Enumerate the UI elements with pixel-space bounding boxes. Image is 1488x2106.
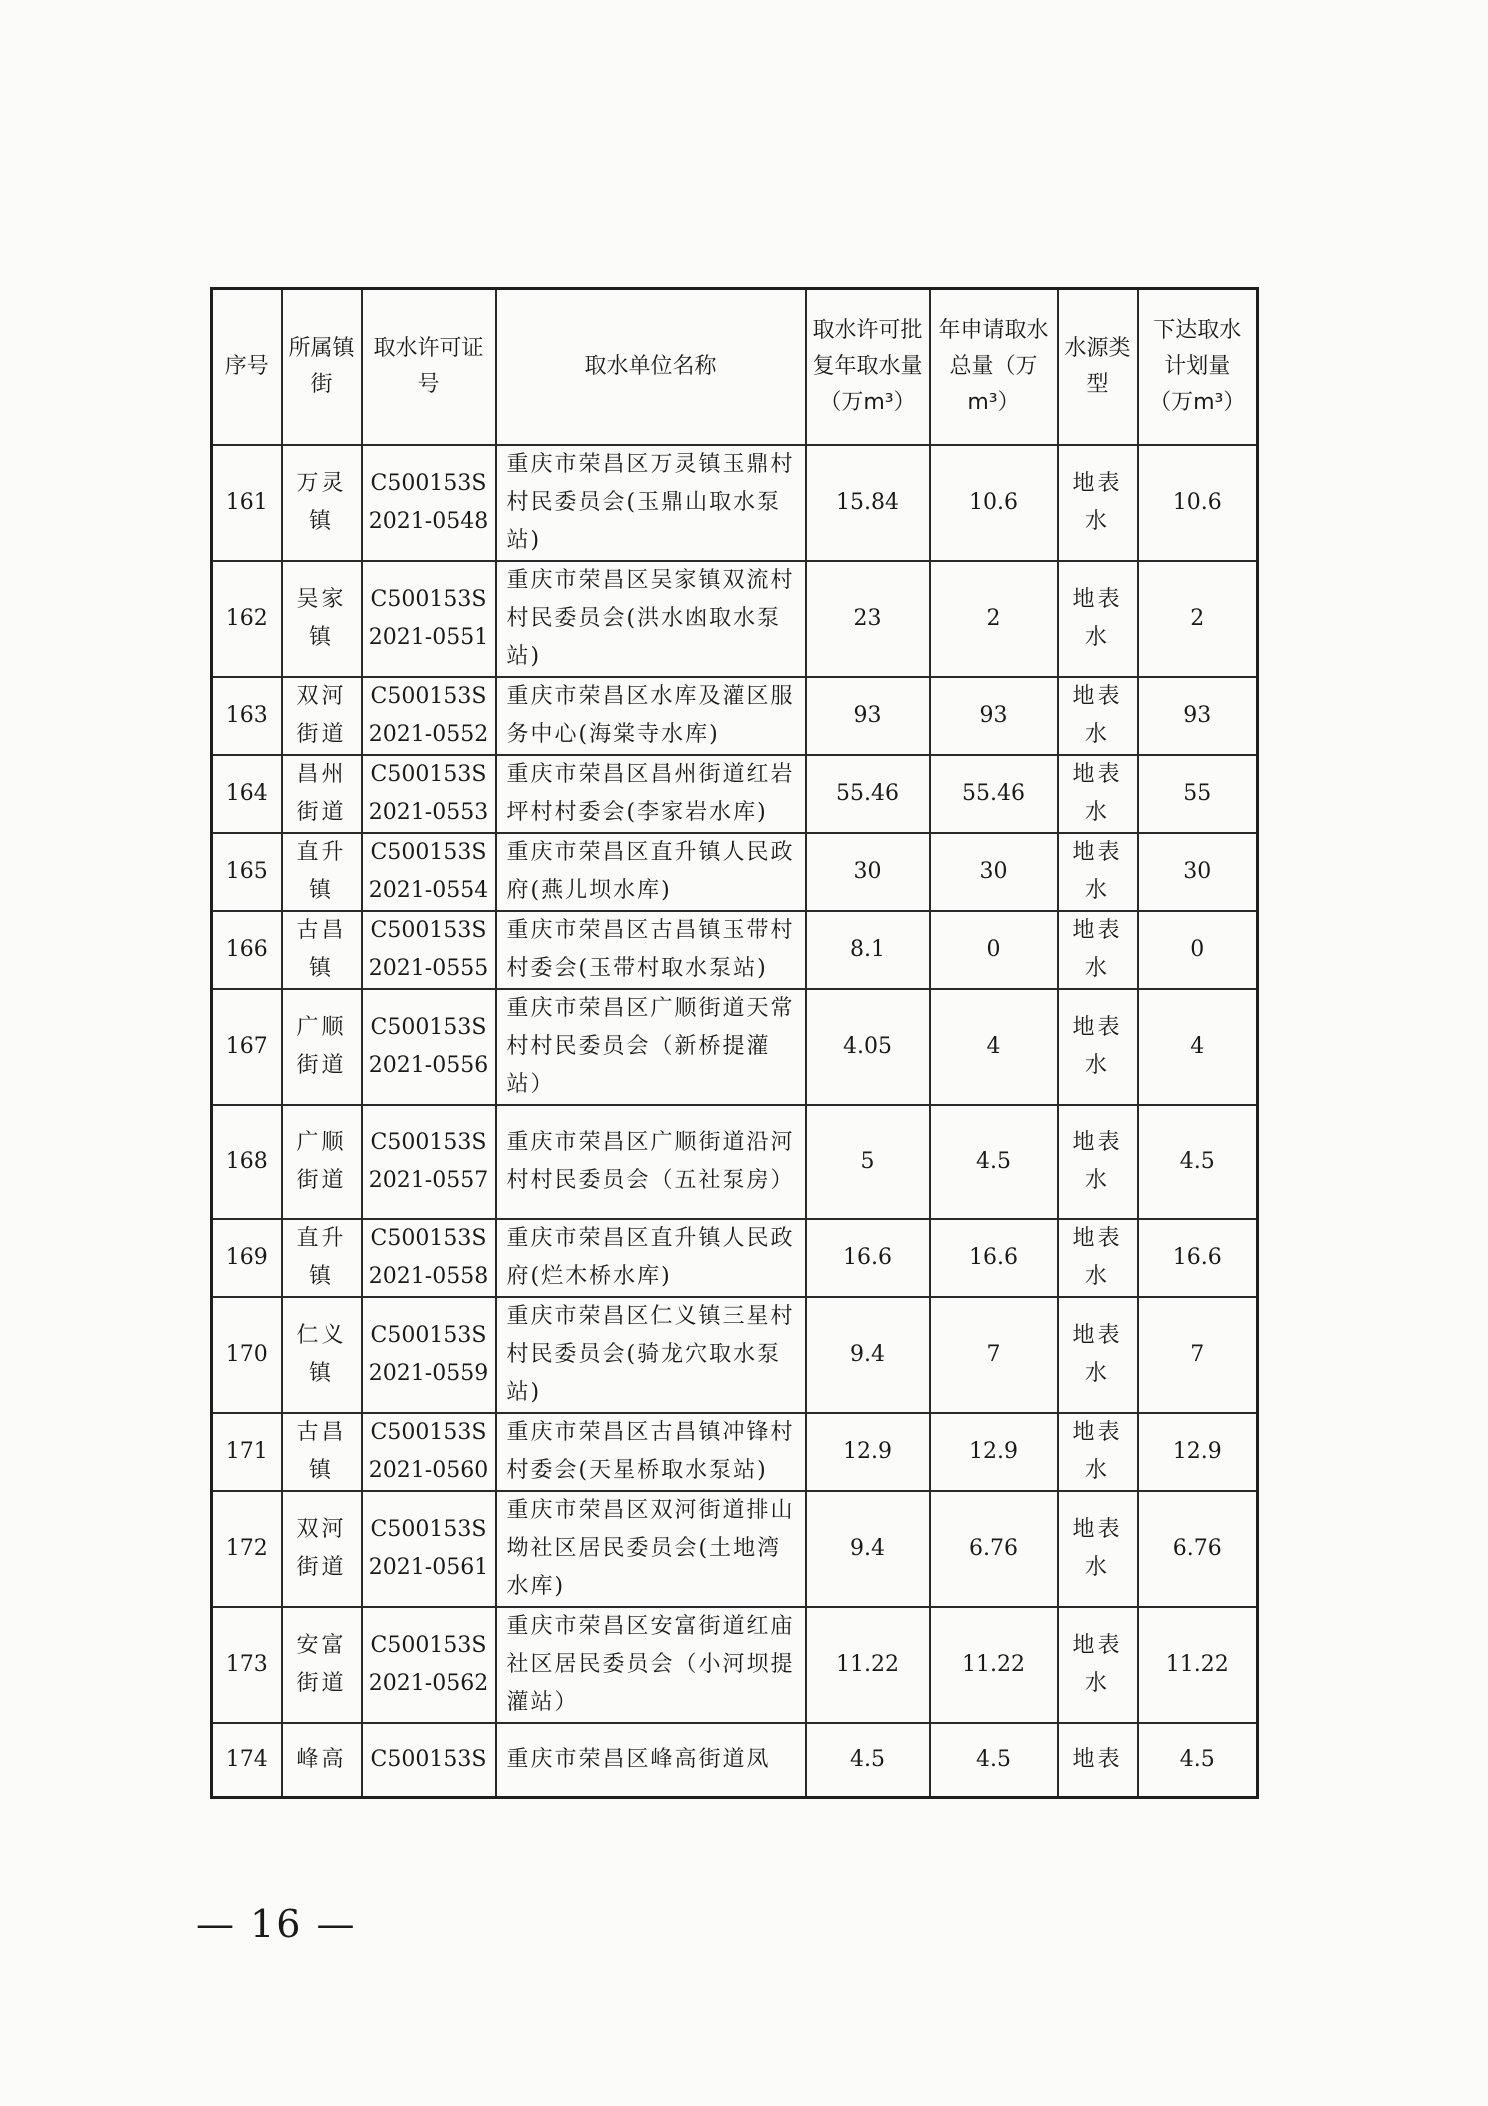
cell-permit [362, 1491, 496, 1607]
permit-code: C500153S [370, 471, 487, 496]
page-number: — 16 — [196, 1902, 357, 1946]
cell-permit [362, 1607, 496, 1723]
cell-unit-name: 重庆市荣昌区峰高街道凤 [496, 1723, 806, 1797]
cell-water-source: 地表水 [1058, 677, 1138, 755]
cell-water-source: 地表水 [1058, 1607, 1138, 1723]
cell-permit [362, 989, 496, 1105]
cell-town: 安富街道 [282, 1607, 362, 1723]
cell-water-source: 地表水 [1058, 755, 1138, 833]
cell-approved-volume: 16.6 [806, 1219, 930, 1297]
cell-seq: 162 [212, 561, 282, 677]
cell-plan-volume: 6.76 [1138, 1491, 1258, 1607]
permit-serial: 2021-0552 [368, 722, 489, 747]
cell-approved-volume: 9.4 [806, 1491, 930, 1607]
table-row [212, 1491, 1258, 1607]
cell-town: 双河街道 [282, 677, 362, 755]
permit-code: C500153S [370, 587, 487, 612]
cell-permit [362, 1219, 496, 1297]
cell-applied-volume: 93 [930, 677, 1058, 755]
cell-town: 峰高 [282, 1723, 362, 1797]
permit-code: C500153S [370, 1130, 487, 1155]
cell-unit-name: 重庆市荣昌区古昌镇玉带村村委会(玉带村取水泵站) [496, 911, 806, 989]
permit-serial: 2021-0551 [368, 625, 489, 650]
cell-applied-volume: 10.6 [930, 445, 1058, 561]
permit-serial: 2021-0559 [368, 1361, 489, 1386]
cell-water-source: 地表水 [1058, 1219, 1138, 1297]
permit-serial: 2021-0553 [368, 800, 489, 825]
table-row [212, 1723, 1258, 1797]
cell-seq: 171 [212, 1413, 282, 1491]
cell-applied-volume: 16.6 [930, 1219, 1058, 1297]
cell-approved-volume: 5 [806, 1105, 930, 1219]
permit-serial: 2021-0556 [368, 1053, 489, 1078]
cell-seq: 166 [212, 911, 282, 989]
cell-applied-volume: 55.46 [930, 755, 1058, 833]
table-row [212, 1219, 1258, 1297]
cell-plan-volume: 12.9 [1138, 1413, 1258, 1491]
table-row [212, 989, 1258, 1105]
cell-approved-volume: 93 [806, 677, 930, 755]
cell-approved-volume: 30 [806, 833, 930, 911]
cell-permit [362, 561, 496, 677]
cell-town: 双河街道 [282, 1491, 362, 1607]
cell-unit-name: 重庆市荣昌区水库及灌区服务中心(海棠寺水库) [496, 677, 806, 755]
cell-seq: 174 [212, 1723, 282, 1797]
cell-approved-volume: 8.1 [806, 911, 930, 989]
cell-unit-name: 重庆市荣昌区广顺街道沿河村村民委员会（五社泵房） [496, 1105, 806, 1219]
cell-applied-volume: 6.76 [930, 1491, 1058, 1607]
cell-seq: 167 [212, 989, 282, 1105]
cell-water-source: 地表水 [1058, 1297, 1138, 1413]
permit-code: C500153S [370, 1420, 487, 1445]
cell-seq: 164 [212, 755, 282, 833]
header-source: 水源类型 [1058, 289, 1138, 446]
cell-unit-name: 重庆市荣昌区直升镇人民政府(燕儿坝水库) [496, 833, 806, 911]
cell-permit [362, 911, 496, 989]
table-row [212, 677, 1258, 755]
cell-applied-volume: 12.9 [930, 1413, 1058, 1491]
permit-code: C500153S [370, 840, 487, 865]
cell-applied-volume: 4 [930, 989, 1058, 1105]
table-body [212, 445, 1258, 1797]
cell-approved-volume: 23 [806, 561, 930, 677]
cell-unit-name: 重庆市荣昌区安富街道红庙社区居民委员会（小河坝提灌站） [496, 1607, 806, 1723]
table-row [212, 911, 1258, 989]
cell-approved-volume: 11.22 [806, 1607, 930, 1723]
permit-code: C500153S [370, 1633, 487, 1658]
cell-unit-name: 重庆市荣昌区吴家镇双流村村民委员会(洪水凼取水泵站) [496, 561, 806, 677]
table-row [212, 1105, 1258, 1219]
cell-permit [362, 755, 496, 833]
cell-permit [362, 677, 496, 755]
cell-applied-volume: 2 [930, 561, 1058, 677]
cell-plan-volume: 4 [1138, 989, 1258, 1105]
cell-plan-volume: 4.5 [1138, 1723, 1258, 1797]
cell-plan-volume: 2 [1138, 561, 1258, 677]
cell-unit-name: 重庆市荣昌区直升镇人民政府(烂木桥水库) [496, 1219, 806, 1297]
cell-town: 昌州街道 [282, 755, 362, 833]
cell-seq: 163 [212, 677, 282, 755]
cell-plan-volume: 11.22 [1138, 1607, 1258, 1723]
header-approved: 取水许可批复年取水量（万m³） [806, 289, 930, 446]
cell-permit [362, 1723, 496, 1797]
cell-approved-volume: 12.9 [806, 1413, 930, 1491]
header-applied: 年申请取水总量（万m³） [930, 289, 1058, 446]
permit-code: C500153S [370, 1015, 487, 1040]
cell-water-source: 地表水 [1058, 989, 1138, 1105]
table-row [212, 1413, 1258, 1491]
permit-code: C500153S [370, 1323, 487, 1348]
cell-town: 仁义镇 [282, 1297, 362, 1413]
cell-applied-volume: 30 [930, 833, 1058, 911]
cell-town: 古昌镇 [282, 911, 362, 989]
permit-code: C500153S [370, 1746, 487, 1772]
cell-plan-volume: 7 [1138, 1297, 1258, 1413]
cell-town: 广顺街道 [282, 1105, 362, 1219]
cell-unit-name: 重庆市荣昌区广顺街道天常村村民委员会（新桥提灌站） [496, 989, 806, 1105]
permit-code: C500153S [370, 684, 487, 709]
cell-applied-volume: 4.5 [930, 1723, 1058, 1797]
cell-seq: 165 [212, 833, 282, 911]
cell-water-source: 地表水 [1058, 911, 1138, 989]
cell-water-source: 地表水 [1058, 833, 1138, 911]
water-permit-table [210, 287, 1259, 1799]
permit-serial: 2021-0562 [368, 1671, 489, 1696]
permit-code: C500153S [370, 1517, 487, 1542]
permit-serial: 2021-0557 [368, 1168, 489, 1193]
cell-plan-volume: 93 [1138, 677, 1258, 755]
cell-water-source: 地表 [1058, 1723, 1138, 1797]
cell-unit-name: 重庆市荣昌区双河街道排山坳社区居民委员会(土地湾水库) [496, 1491, 806, 1607]
cell-plan-volume: 10.6 [1138, 445, 1258, 561]
cell-unit-name: 重庆市荣昌区古昌镇冲锋村村委会(天星桥取水泵站) [496, 1413, 806, 1491]
permit-serial: 2021-0560 [368, 1458, 489, 1483]
cell-plan-volume: 30 [1138, 833, 1258, 911]
cell-plan-volume: 4.5 [1138, 1105, 1258, 1219]
cell-plan-volume: 16.6 [1138, 1219, 1258, 1297]
cell-approved-volume: 4.5 [806, 1723, 930, 1797]
header-town: 所属镇街 [282, 289, 362, 446]
cell-unit-name: 重庆市荣昌区万灵镇玉鼎村村民委员会(玉鼎山取水泵站) [496, 445, 806, 561]
permit-code: C500153S [370, 1226, 487, 1251]
cell-permit [362, 1297, 496, 1413]
permit-serial: 2021-0554 [368, 878, 489, 903]
cell-water-source: 地表水 [1058, 445, 1138, 561]
cell-town: 万灵镇 [282, 445, 362, 561]
permit-serial: 2021-0555 [368, 956, 489, 981]
cell-plan-volume: 55 [1138, 755, 1258, 833]
cell-water-source: 地表水 [1058, 1105, 1138, 1219]
table-row [212, 833, 1258, 911]
cell-applied-volume: 7 [930, 1297, 1058, 1413]
cell-permit [362, 445, 496, 561]
cell-permit [362, 833, 496, 911]
cell-town: 吴家镇 [282, 561, 362, 677]
cell-town: 直升镇 [282, 1219, 362, 1297]
permit-code: C500153S [370, 762, 487, 787]
cell-water-source: 地表水 [1058, 561, 1138, 677]
cell-applied-volume: 4.5 [930, 1105, 1058, 1219]
header-permit: 取水许可证号 [362, 289, 496, 446]
permit-code: C500153S [370, 918, 487, 943]
cell-town: 古昌镇 [282, 1413, 362, 1491]
cell-town: 直升镇 [282, 833, 362, 911]
cell-water-source: 地表水 [1058, 1491, 1138, 1607]
cell-seq: 168 [212, 1105, 282, 1219]
cell-permit [362, 1105, 496, 1219]
table-row [212, 1607, 1258, 1723]
permit-serial: 2021-0548 [368, 509, 489, 534]
table-row [212, 445, 1258, 561]
cell-approved-volume: 55.46 [806, 755, 930, 833]
cell-unit-name: 重庆市荣昌区昌州街道红岩坪村村委会(李家岩水库) [496, 755, 806, 833]
cell-seq: 169 [212, 1219, 282, 1297]
table-row [212, 755, 1258, 833]
permit-serial: 2021-0561 [368, 1555, 489, 1580]
cell-approved-volume: 15.84 [806, 445, 930, 561]
cell-approved-volume: 9.4 [806, 1297, 930, 1413]
cell-seq: 173 [212, 1607, 282, 1723]
table-header-row [212, 289, 1258, 446]
cell-seq: 170 [212, 1297, 282, 1413]
cell-approved-volume: 4.05 [806, 989, 930, 1105]
cell-seq: 172 [212, 1491, 282, 1607]
cell-applied-volume: 11.22 [930, 1607, 1058, 1723]
cell-plan-volume: 0 [1138, 911, 1258, 989]
header-unit: 取水单位名称 [496, 289, 806, 446]
cell-water-source: 地表水 [1058, 1413, 1138, 1491]
table-row [212, 561, 1258, 677]
permit-serial: 2021-0558 [368, 1264, 489, 1289]
header-seq: 序号 [212, 289, 282, 446]
cell-permit [362, 1413, 496, 1491]
cell-seq: 161 [212, 445, 282, 561]
cell-unit-name: 重庆市荣昌区仁义镇三星村村民委员会(骑龙穴取水泵站) [496, 1297, 806, 1413]
cell-town: 广顺街道 [282, 989, 362, 1105]
cell-applied-volume: 0 [930, 911, 1058, 989]
table-row [212, 1297, 1258, 1413]
header-plan: 下达取水计划量（万m³） [1138, 289, 1258, 446]
